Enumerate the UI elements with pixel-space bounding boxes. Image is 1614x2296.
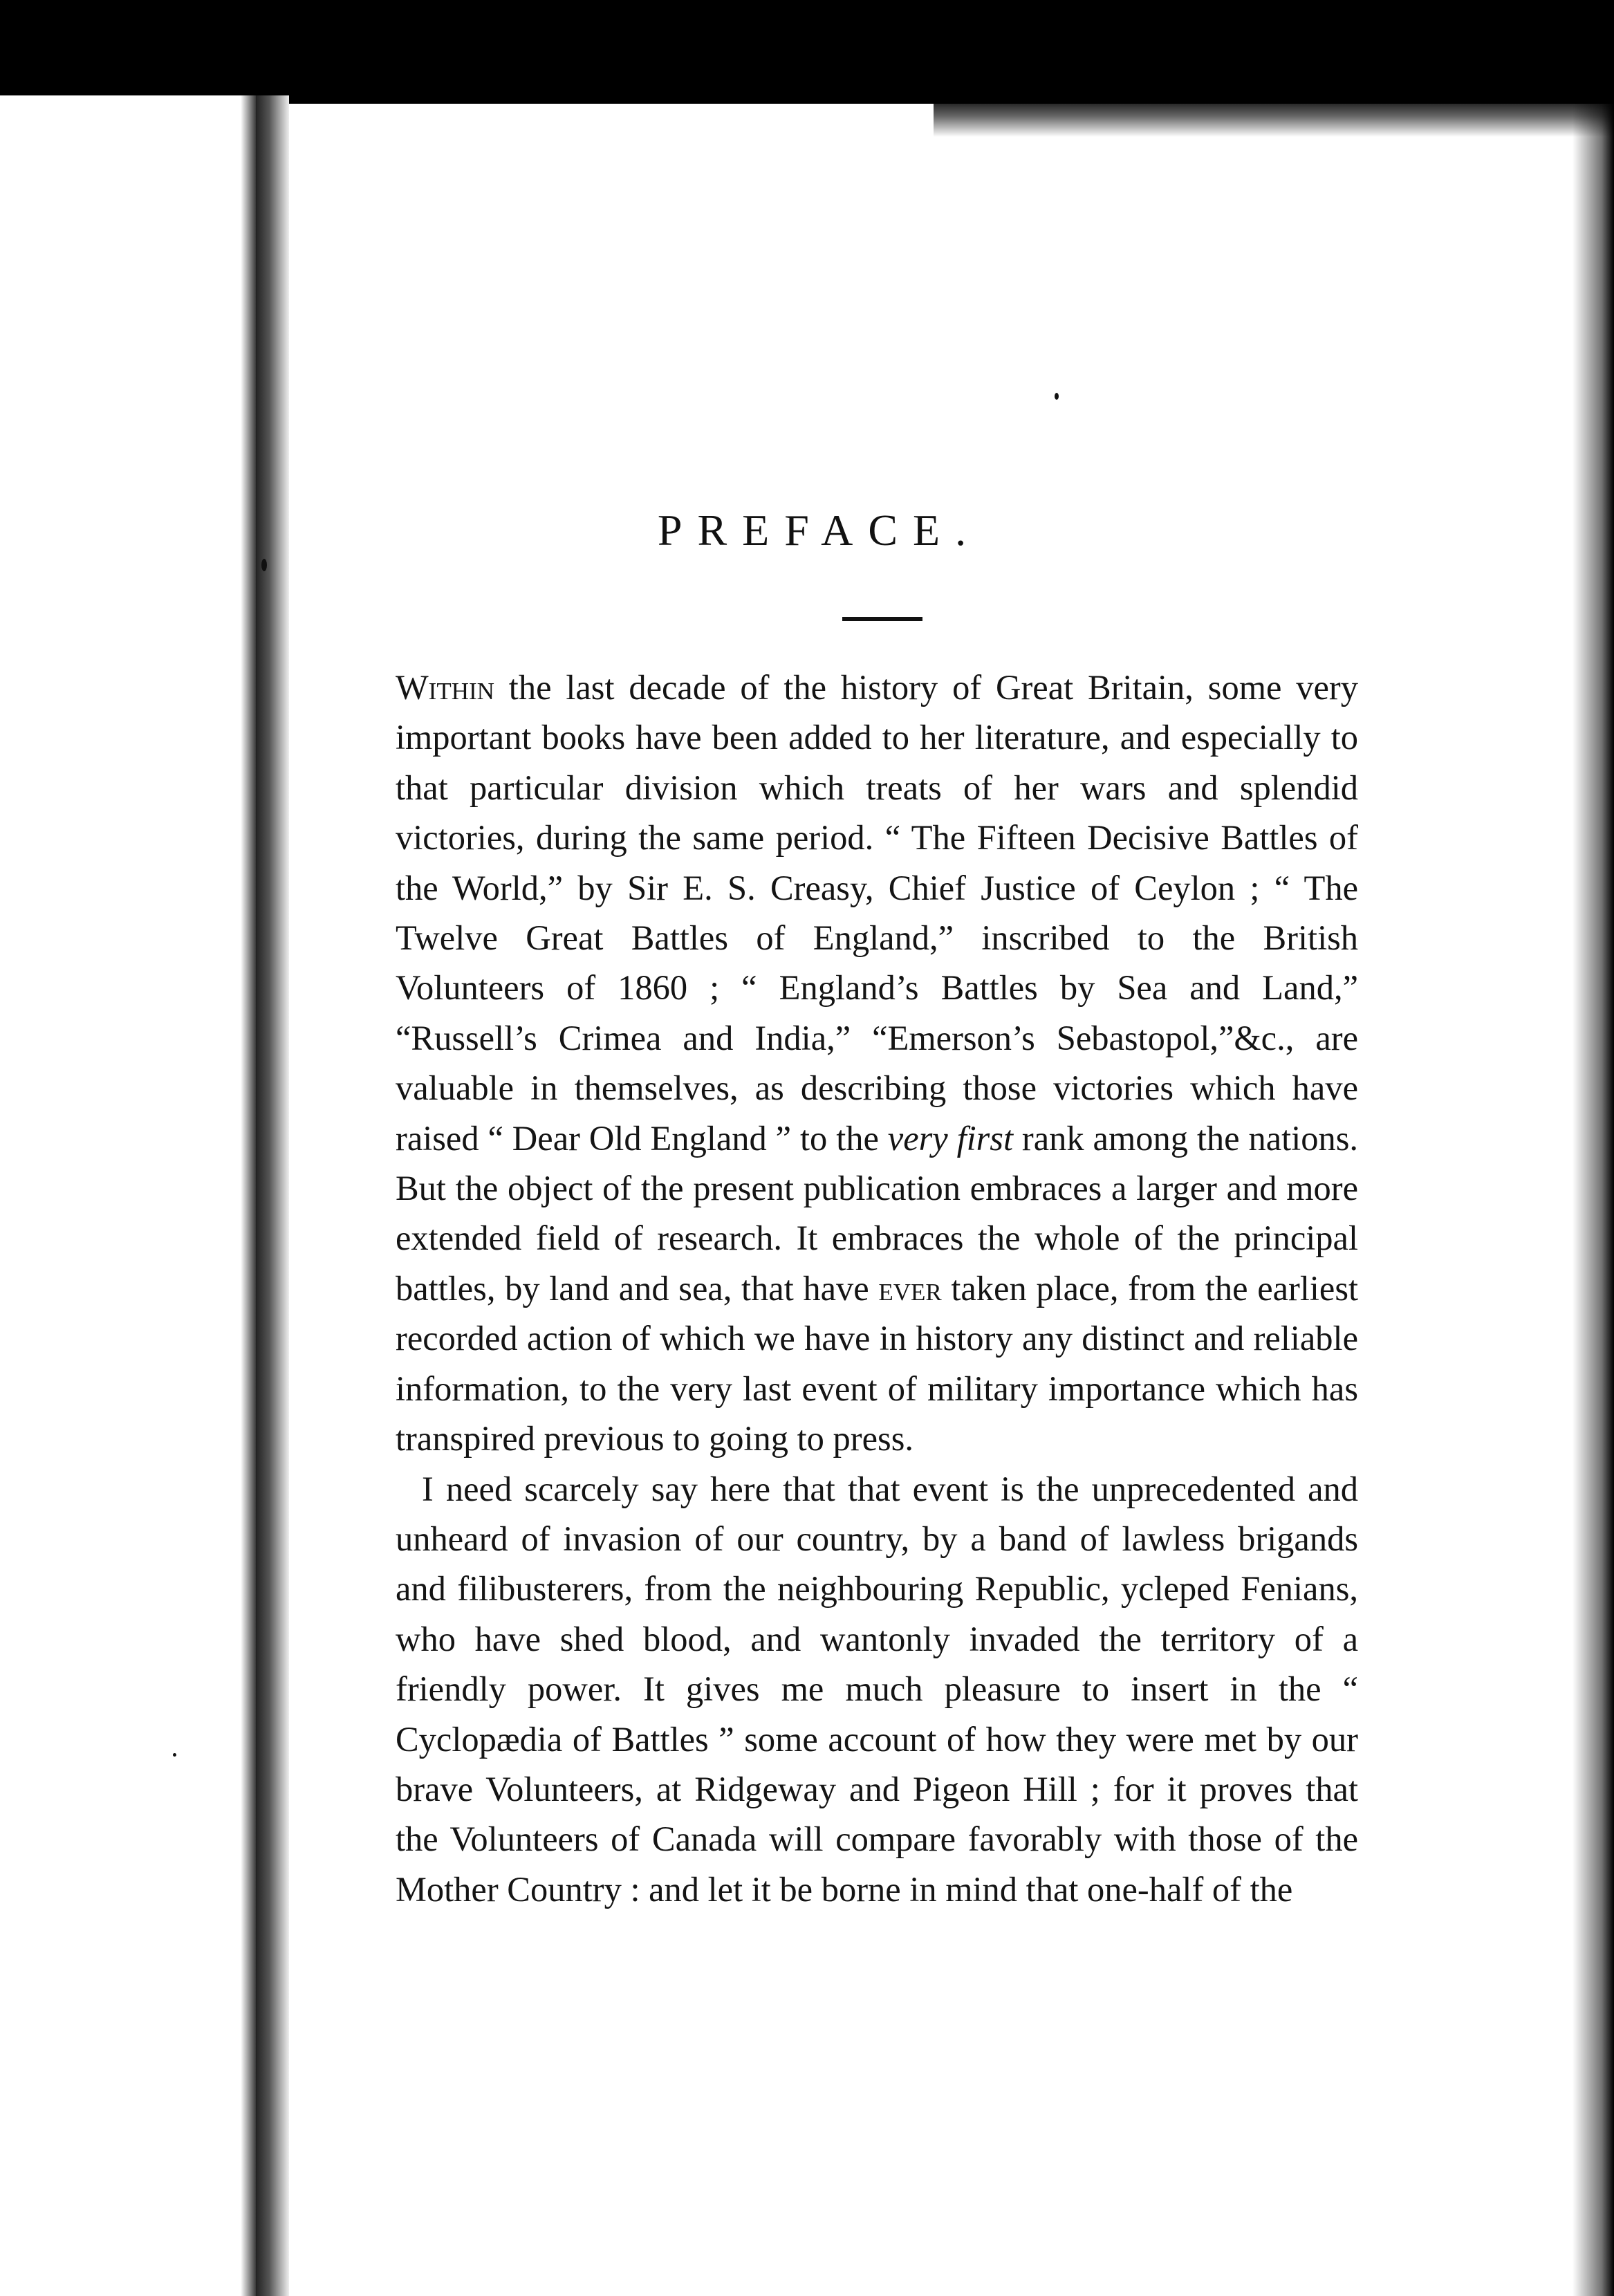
ink-speck (261, 559, 267, 571)
ink-speck (1055, 393, 1059, 400)
drop-lead-word: Within (396, 668, 494, 707)
paragraph-1-text-2: rank among the nations. But the object of the present publication embraces a larger and more extended field of research. It embraces the whole of the principal battles, by land and sea, that have (396, 1118, 1358, 1308)
page-right-edge-shadow (1573, 104, 1614, 2296)
paragraph-2 (396, 1464, 1358, 1915)
paragraph-1-text-3: taken place, from the earliest recorded action of which we have in history any distinct and reliable information, to the very last event of military importance which has transpired previous to going to press. (396, 1268, 1359, 1459)
page-title: PREFACE. (657, 506, 982, 555)
paragraph-1-text: the last decade of the history of Great Britain, some very important books have been added to her literature, and especially to that particular division which treats of her wars and splendid victories, during the same period. “ The Fifteen Decisive Battles of the World,” by Sir E. S. Creasy, Chief Justice of Ceylon ; “ The Twelve Great Battles of England,” inscribed to the British Volunteers of 1860 ; “ England’s Battles by Sea and Land,” “Russell’s Crimea and India,” “Emerson’s Sebastopol,”&c., are valuable in themselves, as describing those victories which have raised “ Dear Old England ” to the (396, 668, 1358, 1158)
page-top-edge-shadow (934, 95, 1614, 137)
page-fold-shadow (241, 95, 256, 2296)
paragraph-2-text: I need scarcely say here that that event is the unprecedented and unheard of invasion of our country, by a band of lawless brigands and filibusterers, from the neighbouring Republic, ycleped Fenians, who have shed blood, and wantonly invaded the territory of a friendly power. It gives me much pleasure to insert in the “ Cyclopædia of Battles ” some account of how they were met by our brave Volunteers, at Ridgeway and Pigeon Hill ; for it proves that the Volunteers of Canada will compare favorably with those of the Mother Country : and let it be borne in mind that one-half of the (396, 1469, 1358, 1909)
ink-speck (173, 1753, 176, 1757)
book-gutter (256, 95, 289, 2296)
paragraph-1 (396, 663, 1358, 1464)
caps-word: ever (878, 1268, 942, 1308)
preface-body (396, 663, 1358, 1914)
emphasis-text: very first (887, 1118, 1013, 1158)
title-rule (842, 617, 922, 621)
facing-page-left (0, 95, 256, 2296)
